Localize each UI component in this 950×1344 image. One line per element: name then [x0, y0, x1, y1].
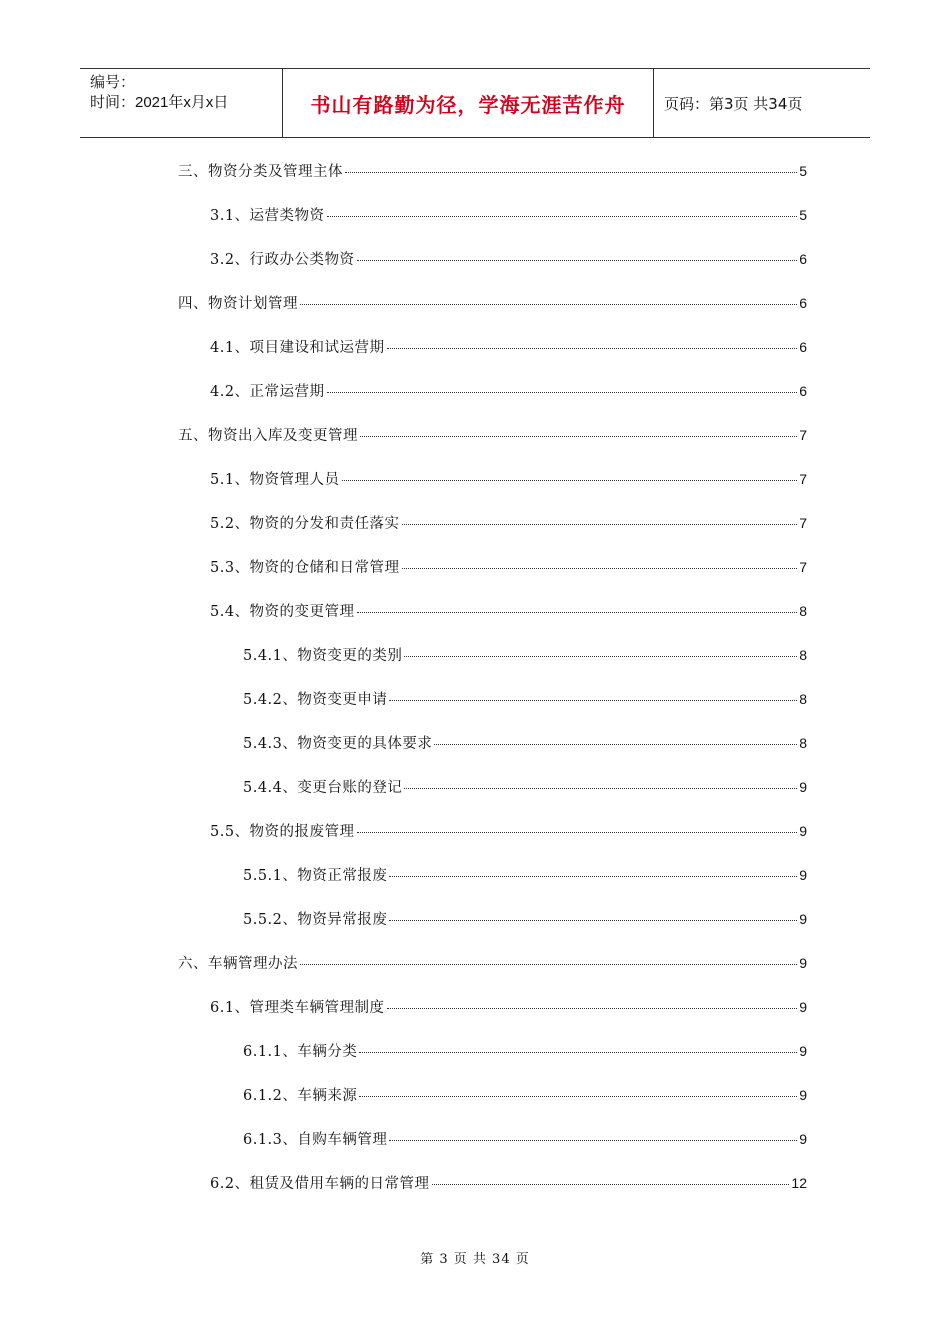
toc-leader-dots — [404, 656, 797, 657]
toc-leader-dots — [357, 260, 798, 261]
toc-entry-label: 6.1、管理类车辆管理制度 — [210, 1000, 385, 1016]
toc-entry[interactable] — [243, 908, 807, 930]
toc-entry-label: 5.5、物资的报废管理 — [210, 824, 355, 840]
toc-leader-dots — [389, 1140, 797, 1141]
document-date-label: 时间：2021年x月x日 — [90, 94, 229, 111]
toc-entry-label: 6.1.1、车辆分类 — [243, 1044, 358, 1060]
toc-entry[interactable] — [243, 644, 807, 666]
toc-leader-dots — [359, 1096, 797, 1097]
toc-leader-dots — [357, 832, 798, 833]
toc-entry[interactable] — [243, 864, 807, 886]
header-motto: 书山有路勤为径，学海无涯苦作舟 — [282, 69, 654, 137]
toc-leader-dots — [300, 964, 797, 965]
toc-entry[interactable] — [243, 732, 807, 754]
toc-entry-label: 5.4.4、变更台账的登记 — [243, 780, 403, 796]
toc-entry-page: 5 — [799, 163, 807, 179]
toc-entry-page: 8 — [799, 603, 807, 619]
toc-entry[interactable] — [243, 776, 807, 798]
toc-entry-label: 六、车辆管理办法 — [178, 956, 298, 972]
toc-entry-label: 4.2、正常运营期 — [210, 384, 325, 400]
toc-entry-page: 9 — [799, 779, 807, 795]
toc-leader-dots — [342, 480, 798, 481]
toc-leader-dots — [300, 304, 797, 305]
header-meta — [80, 69, 282, 137]
toc-entry[interactable] — [178, 952, 807, 974]
toc-entry-page: 9 — [799, 823, 807, 839]
toc-entry[interactable] — [243, 1128, 807, 1150]
toc-entry-label: 五、物资出入库及变更管理 — [178, 428, 358, 444]
toc-entry-page: 8 — [799, 647, 807, 663]
header-page-info: 页码：第3页 共34页 — [664, 94, 803, 113]
toc-entry-page: 9 — [799, 867, 807, 883]
toc-entry-page: 9 — [799, 911, 807, 927]
toc-entry[interactable] — [243, 1040, 807, 1062]
page-footer: 第 3 页 共 34 页 — [420, 1252, 530, 1267]
toc-entry-label: 6.1.2、车辆来源 — [243, 1088, 358, 1104]
toc-leader-dots — [389, 876, 797, 877]
toc-leader-dots — [387, 1008, 798, 1009]
toc-entry[interactable] — [210, 996, 807, 1018]
toc-entry[interactable] — [178, 292, 807, 314]
toc-entry-page: 9 — [799, 999, 807, 1015]
toc-leader-dots — [404, 788, 797, 789]
toc-entry-label: 四、物资计划管理 — [178, 296, 298, 312]
toc-entry[interactable] — [210, 380, 807, 402]
toc-entry-page: 5 — [799, 207, 807, 223]
toc-entry-label: 3.2、行政办公类物资 — [210, 252, 355, 268]
toc-leader-dots — [359, 1052, 797, 1053]
toc-entry-page: 8 — [799, 735, 807, 751]
toc-entry-label: 4.1、项目建设和试运营期 — [210, 340, 385, 356]
toc-entry-page: 12 — [791, 1175, 807, 1191]
toc-entry-page: 7 — [799, 471, 807, 487]
toc-leader-dots — [432, 1184, 790, 1185]
toc-entry-page: 7 — [799, 559, 807, 575]
toc-entry-page: 9 — [799, 1131, 807, 1147]
toc-entry[interactable] — [210, 248, 807, 270]
toc-entry[interactable] — [178, 160, 807, 182]
toc-entry-label: 5.5.1、物资正常报废 — [243, 868, 388, 884]
toc-entry-label: 5.4.2、物资变更申请 — [243, 692, 388, 708]
toc-leader-dots — [402, 524, 798, 525]
toc-entry-label: 6.1.3、自购车辆管理 — [243, 1132, 388, 1148]
toc-leader-dots — [327, 216, 798, 217]
toc-entry-page: 8 — [799, 691, 807, 707]
toc-entry-label: 5.3、物资的仓储和日常管理 — [210, 560, 400, 576]
toc-entry-page: 6 — [799, 383, 807, 399]
page-header — [80, 68, 870, 138]
toc-entry-label: 5.4、物资的变更管理 — [210, 604, 355, 620]
toc-entry-page: 7 — [799, 427, 807, 443]
toc-leader-dots — [389, 700, 797, 701]
toc-leader-dots — [389, 920, 797, 921]
toc-entry-page: 9 — [799, 955, 807, 971]
toc-leader-dots — [345, 172, 797, 173]
toc-leader-dots — [402, 568, 798, 569]
toc-leader-dots — [360, 436, 797, 437]
toc-entry-label: 3.1、运营类物资 — [210, 208, 325, 224]
toc-entry[interactable] — [210, 820, 807, 842]
toc-entry[interactable] — [210, 1172, 807, 1194]
toc-entry[interactable] — [210, 556, 807, 578]
toc-entry-label: 5.4.3、物资变更的具体要求 — [243, 736, 433, 752]
toc-entry-page: 9 — [799, 1043, 807, 1059]
toc-entry-page: 6 — [799, 339, 807, 355]
toc-entry-label: 三、物资分类及管理主体 — [178, 164, 343, 180]
toc-entry-label: 5.1、物资管理人员 — [210, 472, 340, 488]
toc-entry-label: 6.2、租赁及借用车辆的日常管理 — [210, 1176, 430, 1192]
toc-leader-dots — [327, 392, 798, 393]
toc-entry[interactable] — [178, 424, 807, 446]
toc-entry-label: 5.4.1、物资变更的类别 — [243, 648, 403, 664]
toc-entry-label: 5.5.2、物资异常报废 — [243, 912, 388, 928]
toc-entry[interactable] — [210, 512, 807, 534]
toc-entry[interactable] — [210, 204, 807, 226]
toc-entry[interactable] — [210, 336, 807, 358]
toc-entry-page: 9 — [799, 1087, 807, 1103]
toc-entry-page: 6 — [799, 251, 807, 267]
toc-entry-page: 7 — [799, 515, 807, 531]
toc-entry-page: 6 — [799, 295, 807, 311]
toc-leader-dots — [357, 612, 798, 613]
toc-leader-dots — [434, 744, 797, 745]
document-number-label: 编号： — [90, 74, 136, 91]
toc-entry[interactable] — [243, 1084, 807, 1106]
toc-entry[interactable] — [243, 688, 807, 710]
toc-entry[interactable] — [210, 468, 807, 490]
toc-leader-dots — [387, 348, 798, 349]
toc-entry[interactable] — [210, 600, 807, 622]
toc-entry-label: 5.2、物资的分发和责任落实 — [210, 516, 400, 532]
